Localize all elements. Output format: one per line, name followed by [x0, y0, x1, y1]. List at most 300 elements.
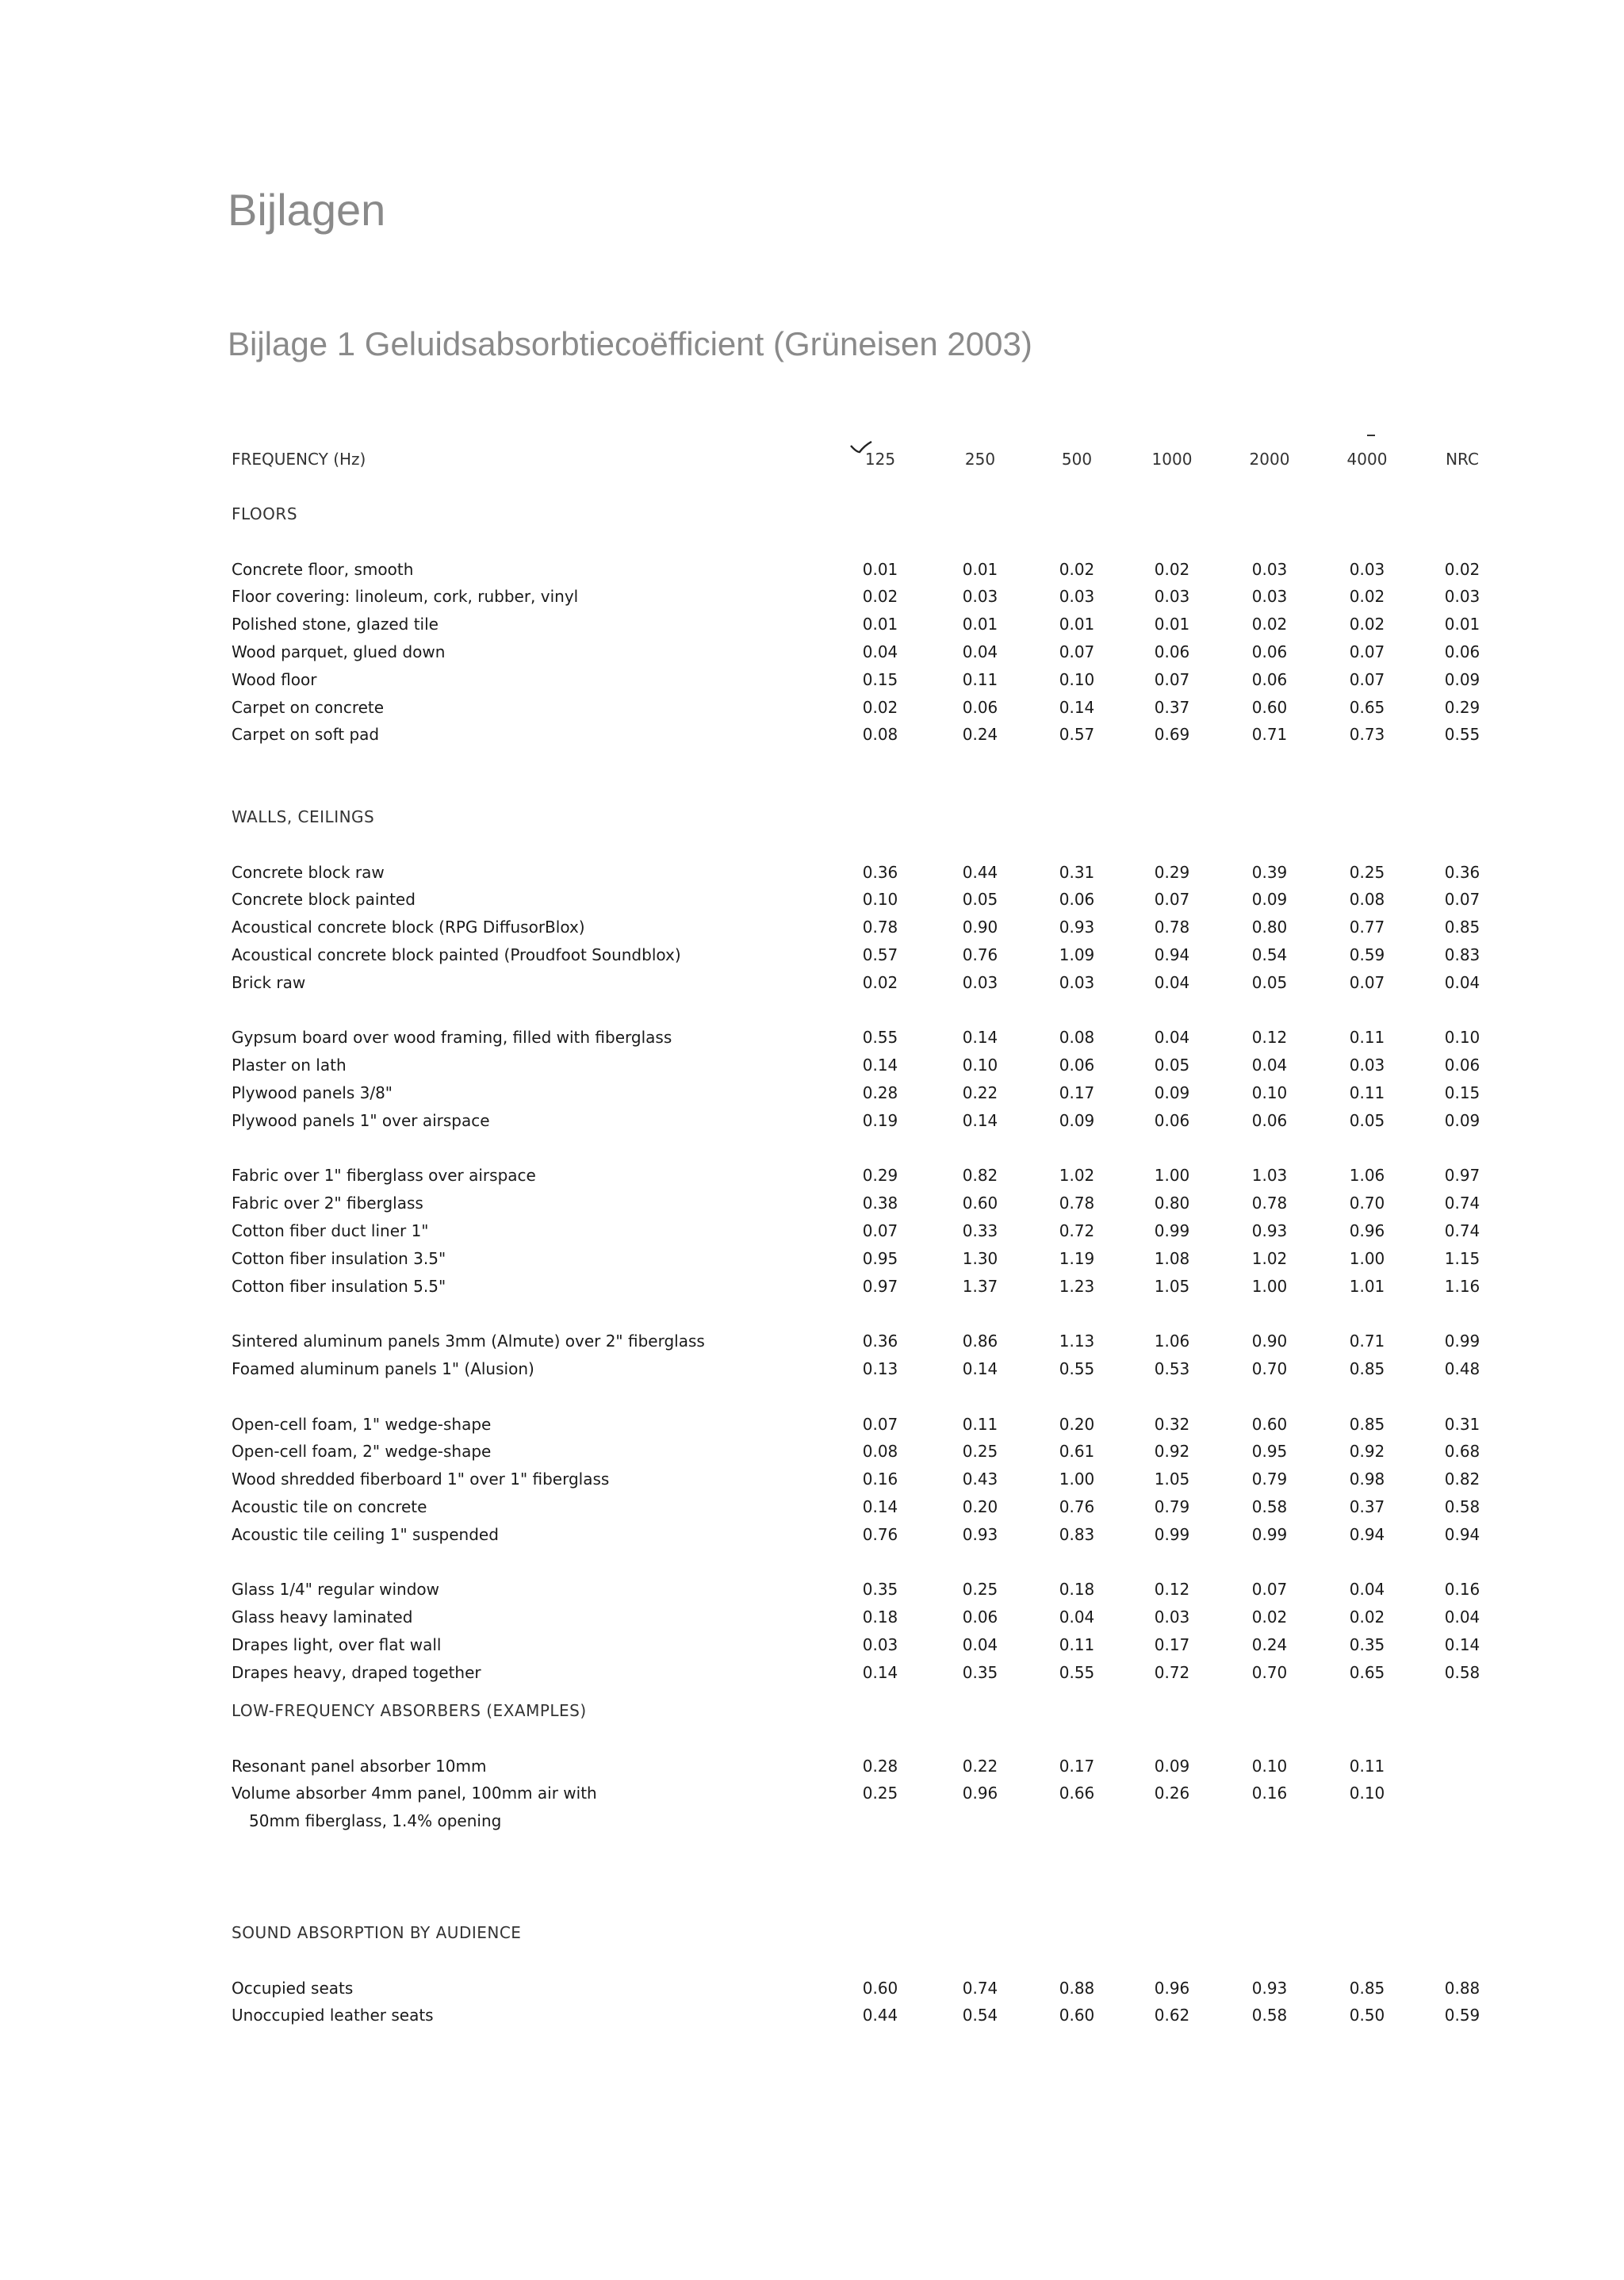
coefficient-nrc: 0.04: [1444, 1607, 1480, 1627]
coefficient-nrc: 0.83: [1444, 945, 1480, 964]
table-row: [0, 721, 1624, 748]
coefficient-2000: 0.06: [1251, 1110, 1288, 1130]
material-name: Cotton fiber insulation 5.5": [232, 1276, 446, 1296]
coefficient-250: 0.44: [962, 862, 998, 882]
coefficient-4000: 0.04: [1349, 1580, 1385, 1600]
coefficient-500: 0.55: [1059, 1359, 1095, 1378]
coefficient-500: 0.93: [1059, 918, 1095, 937]
coefficient-nrc: 1.15: [1444, 1248, 1480, 1268]
coefficient-500: 1.13: [1059, 1332, 1095, 1351]
table-row: [0, 694, 1624, 721]
coefficient-nrc: 0.36: [1444, 862, 1480, 882]
column-header-125: 125: [864, 450, 896, 469]
coefficient-2000: 0.05: [1251, 972, 1288, 992]
coefficient-125: 0.02: [862, 587, 898, 607]
coefficient-125: 0.07: [862, 1221, 898, 1240]
coefficient-nrc: 0.74: [1444, 1221, 1480, 1240]
coefficient-250: 0.25: [962, 1442, 998, 1462]
coefficient-500: 0.20: [1059, 1414, 1095, 1434]
coefficient-1000: 0.37: [1154, 697, 1190, 717]
coefficient-1000: 0.62: [1154, 2006, 1190, 2025]
coefficient-4000: 0.70: [1349, 1194, 1385, 1213]
coefficient-500: 0.03: [1059, 587, 1095, 607]
coefficient-500: 0.17: [1059, 1083, 1095, 1102]
table-row: [0, 1521, 1624, 1548]
coefficient-125: 0.60: [862, 1978, 898, 1998]
column-header-nrc: NRC: [1446, 450, 1479, 469]
coefficient-4000: 0.07: [1349, 642, 1385, 661]
coefficient-nrc: 0.07: [1444, 890, 1480, 910]
coefficient-2000: 1.03: [1251, 1166, 1288, 1186]
coefficient-500: 0.78: [1059, 1194, 1095, 1213]
coefficient-250: 0.11: [962, 669, 998, 689]
coefficient-4000: 0.08: [1349, 890, 1385, 910]
coefficient-1000: 0.99: [1154, 1524, 1190, 1544]
material-name: Gypsum board over wood framing, filled with fiberglass: [232, 1028, 672, 1048]
table-row: [0, 1659, 1624, 1686]
table-row: [0, 1975, 1624, 2002]
coefficient-nrc: 0.58: [1444, 1662, 1480, 1682]
section-heading: [0, 1919, 1624, 1946]
coefficient-500: 0.14: [1059, 697, 1095, 717]
coefficient-nrc: 0.85: [1444, 918, 1480, 937]
coefficient-125: 0.97: [862, 1276, 898, 1296]
coefficient-500: 0.11: [1059, 1635, 1095, 1654]
table-row: [0, 1190, 1624, 1217]
table-row-continuation: [0, 1807, 1624, 1834]
coefficient-125: 0.78: [862, 918, 898, 937]
coefficient-1000: 0.29: [1154, 862, 1190, 882]
coefficient-4000: 0.35: [1349, 1635, 1385, 1654]
coefficient-1000: 0.09: [1154, 1083, 1190, 1102]
coefficient-500: 1.23: [1059, 1276, 1095, 1296]
material-name: Foamed aluminum panels 1" (Alusion): [232, 1359, 534, 1378]
coefficient-4000: 0.85: [1349, 1978, 1385, 1998]
coefficient-125: 0.01: [862, 615, 898, 634]
coefficient-2000: 0.90: [1251, 1332, 1288, 1351]
coefficient-500: 0.17: [1059, 1756, 1095, 1776]
coefficient-nrc: 0.82: [1444, 1470, 1480, 1489]
coefficient-125: 0.55: [862, 1028, 898, 1048]
coefficient-2000: 0.24: [1251, 1635, 1288, 1654]
coefficient-250: 0.14: [962, 1359, 998, 1378]
coefficient-250: 0.05: [962, 890, 998, 910]
table-row: [0, 941, 1624, 968]
coefficient-125: 0.08: [862, 725, 898, 745]
material-name: Cotton fiber duct liner 1": [232, 1221, 429, 1240]
table-row: [0, 1355, 1624, 1382]
table-row: [0, 1411, 1624, 1438]
material-name: Glass 1/4" regular window: [232, 1580, 439, 1600]
coefficient-125: 0.25: [862, 1784, 898, 1803]
coefficient-500: 0.55: [1059, 1662, 1095, 1682]
coefficient-1000: 0.06: [1154, 642, 1190, 661]
coefficient-nrc: 0.68: [1444, 1442, 1480, 1462]
coefficient-1000: 0.03: [1154, 587, 1190, 607]
coefficient-250: 0.33: [962, 1221, 998, 1240]
column-header-2000: 2000: [1249, 450, 1290, 469]
coefficient-4000: 0.59: [1349, 945, 1385, 964]
material-name: Floor covering: linoleum, cork, rubber, vinyl: [232, 587, 579, 607]
coefficient-250: 0.11: [962, 1414, 998, 1434]
coefficient-4000: 0.02: [1349, 615, 1385, 634]
coefficient-1000: 0.07: [1154, 669, 1190, 689]
coefficient-250: 0.35: [962, 1662, 998, 1682]
coefficient-500: 0.60: [1059, 2006, 1095, 2025]
coefficient-1000: 0.04: [1154, 1028, 1190, 1048]
coefficient-250: 0.03: [962, 972, 998, 992]
coefficient-125: 0.38: [862, 1194, 898, 1213]
material-name: Acoustical concrete block (RPG DiffusorBlox): [232, 918, 585, 937]
coefficient-4000: 0.11: [1349, 1028, 1385, 1048]
coefficient-nrc: 0.02: [1444, 559, 1480, 579]
coefficient-2000: 0.70: [1251, 1359, 1288, 1378]
coefficient-1000: 0.79: [1154, 1497, 1190, 1516]
coefficient-125: 0.14: [862, 1497, 898, 1516]
coefficient-125: 0.29: [862, 1166, 898, 1186]
coefficient-500: 0.18: [1059, 1580, 1095, 1600]
coefficient-500: 0.03: [1059, 972, 1095, 992]
material-name: Polished stone, glazed tile: [232, 615, 439, 634]
coefficient-2000: 0.60: [1251, 697, 1288, 717]
coefficient-4000: 0.73: [1349, 725, 1385, 745]
material-name: Plywood panels 1" over airspace: [232, 1110, 490, 1130]
coefficient-125: 0.76: [862, 1524, 898, 1544]
coefficient-2000: 1.00: [1251, 1276, 1288, 1296]
coefficient-125: 0.36: [862, 1332, 898, 1351]
coefficient-4000: 0.50: [1349, 2006, 1385, 2025]
coefficient-250: 0.93: [962, 1524, 998, 1544]
coefficient-500: 1.00: [1059, 1470, 1095, 1489]
coefficient-1000: 0.92: [1154, 1442, 1190, 1462]
coefficient-1000: 0.53: [1154, 1359, 1190, 1378]
coefficient-2000: 0.80: [1251, 918, 1288, 937]
material-name: Resonant panel absorber 10mm: [232, 1756, 487, 1776]
coefficient-250: 1.37: [962, 1276, 998, 1296]
table-row: [0, 638, 1624, 665]
coefficient-2000: 0.07: [1251, 1580, 1288, 1600]
section-title: FLOORS: [232, 504, 298, 523]
coefficient-2000: 0.02: [1251, 615, 1288, 634]
material-name: Brick raw: [232, 972, 306, 992]
coefficient-250: 0.22: [962, 1756, 998, 1776]
coefficient-4000: 0.85: [1349, 1359, 1385, 1378]
material-name: Acoustical concrete block painted (Proudfoot Soundblox): [232, 945, 681, 964]
coefficient-250: 0.90: [962, 918, 998, 937]
coefficient-nrc: 0.88: [1444, 1978, 1480, 1998]
coefficient-2000: 0.95: [1251, 1442, 1288, 1462]
coefficient-nrc: 0.06: [1444, 642, 1480, 661]
coefficient-500: 0.06: [1059, 1056, 1095, 1075]
coefficient-125: 0.07: [862, 1414, 898, 1434]
coefficient-125: 0.08: [862, 1442, 898, 1462]
coefficient-4000: 0.10: [1349, 1784, 1385, 1803]
material-name: Concrete block raw: [232, 862, 385, 882]
coefficient-2000: 0.93: [1251, 1221, 1288, 1240]
table-row: [0, 1162, 1624, 1189]
coefficient-125: 0.13: [862, 1359, 898, 1378]
coefficient-500: 0.31: [1059, 862, 1095, 882]
coefficient-nrc: 0.58: [1444, 1497, 1480, 1516]
coefficient-nrc: 0.15: [1444, 1083, 1480, 1102]
coefficient-500: 1.19: [1059, 1248, 1095, 1268]
coefficient-4000: 0.05: [1349, 1110, 1385, 1130]
table-row: [0, 1273, 1624, 1300]
coefficient-500: 0.72: [1059, 1221, 1095, 1240]
coefficient-125: 0.04: [862, 642, 898, 661]
coefficient-125: 0.02: [862, 697, 898, 717]
page-heading: Bijlagen: [228, 185, 386, 235]
column-header-1000: 1000: [1151, 450, 1193, 469]
coefficient-2000: 0.78: [1251, 1194, 1288, 1213]
table-row: [0, 1107, 1624, 1134]
coefficient-nrc: 0.04: [1444, 972, 1480, 992]
coefficient-500: 0.76: [1059, 1497, 1095, 1516]
coefficient-500: 0.88: [1059, 1978, 1095, 1998]
coefficient-4000: 0.71: [1349, 1332, 1385, 1351]
coefficient-250: 0.01: [962, 559, 998, 579]
material-name: Wood shredded fiberboard 1" over 1" fiberglass: [232, 1470, 610, 1489]
coefficient-2000: 0.71: [1251, 725, 1288, 745]
coefficient-250: 0.14: [962, 1028, 998, 1048]
table-row: [0, 1631, 1624, 1658]
section-title: SOUND ABSORPTION BY AUDIENCE: [232, 1923, 522, 1942]
coefficient-500: 1.02: [1059, 1166, 1095, 1186]
frequency-header: FREQUENCY (Hz): [232, 450, 366, 469]
coefficient-125: 0.01: [862, 559, 898, 579]
coefficient-250: 0.54: [962, 2006, 998, 2025]
material-name: Acoustic tile ceiling 1" suspended: [232, 1524, 499, 1544]
coefficient-500: 1.09: [1059, 945, 1095, 964]
coefficient-250: 0.04: [962, 1635, 998, 1654]
material-name: Drapes heavy, draped together: [232, 1662, 481, 1682]
coefficient-2000: 0.10: [1251, 1756, 1288, 1776]
material-name: Glass heavy laminated: [232, 1607, 413, 1627]
coefficient-2000: 0.03: [1251, 559, 1288, 579]
section-title: LOW-FREQUENCY ABSORBERS (EXAMPLES): [232, 1701, 587, 1720]
table-row: [0, 914, 1624, 941]
coefficient-2000: 0.60: [1251, 1414, 1288, 1434]
coefficient-nrc: 0.99: [1444, 1332, 1480, 1351]
material-name: Sintered aluminum panels 3mm (Almute) over 2" fiberglass: [232, 1332, 705, 1351]
coefficient-500: 0.01: [1059, 615, 1095, 634]
table-row: [0, 1493, 1624, 1520]
table-row: [0, 859, 1624, 886]
coefficient-500: 0.57: [1059, 725, 1095, 745]
table-row: [0, 1466, 1624, 1493]
coefficient-125: 0.03: [862, 1635, 898, 1654]
coefficient-2000: 0.54: [1251, 945, 1288, 964]
coefficient-nrc: 1.16: [1444, 1276, 1480, 1296]
material-name: Carpet on soft pad: [232, 725, 380, 745]
coefficient-250: 0.14: [962, 1110, 998, 1130]
coefficient-500: 0.02: [1059, 559, 1095, 579]
coefficient-250: 0.76: [962, 945, 998, 964]
coefficient-250: 0.24: [962, 725, 998, 745]
coefficient-500: 0.61: [1059, 1442, 1095, 1462]
material-name: Plaster on lath: [232, 1056, 347, 1075]
coefficient-250: 0.22: [962, 1083, 998, 1102]
material-name: Fabric over 2" fiberglass: [232, 1194, 423, 1213]
coefficient-250: 0.60: [962, 1194, 998, 1213]
material-name: Drapes light, over flat wall: [232, 1635, 442, 1654]
coefficient-250: 0.03: [962, 587, 998, 607]
coefficient-125: 0.02: [862, 972, 898, 992]
coefficient-nrc: 0.16: [1444, 1580, 1480, 1600]
coefficient-250: 0.74: [962, 1978, 998, 1998]
coefficient-1000: 1.05: [1154, 1276, 1190, 1296]
coefficient-250: 0.86: [962, 1332, 998, 1351]
coefficient-125: 0.19: [862, 1110, 898, 1130]
coefficient-1000: 0.32: [1154, 1414, 1190, 1434]
coefficient-1000: 1.05: [1154, 1470, 1190, 1489]
coefficient-1000: 0.26: [1154, 1784, 1190, 1803]
column-header-500: 500: [1061, 450, 1093, 469]
table-row: [0, 1576, 1624, 1603]
coefficient-1000: 0.69: [1154, 725, 1190, 745]
material-name: Volume absorber 4mm panel, 100mm air with: [232, 1784, 597, 1803]
table-row: [0, 666, 1624, 693]
coefficient-1000: 0.06: [1154, 1110, 1190, 1130]
coefficient-125: 0.10: [862, 890, 898, 910]
material-name: Open-cell foam, 2" wedge-shape: [232, 1442, 492, 1462]
coefficient-2000: 0.16: [1251, 1784, 1288, 1803]
coefficient-4000: 0.94: [1349, 1524, 1385, 1544]
coefficient-250: 0.06: [962, 1607, 998, 1627]
coefficient-nrc: 0.74: [1444, 1194, 1480, 1213]
coefficient-4000: 0.37: [1349, 1497, 1385, 1516]
coefficient-125: 0.28: [862, 1756, 898, 1776]
coefficient-500: 0.83: [1059, 1524, 1095, 1544]
coefficient-4000: 0.02: [1349, 1607, 1385, 1627]
coefficient-125: 0.14: [862, 1056, 898, 1075]
coefficient-125: 0.36: [862, 862, 898, 882]
coefficient-1000: 0.17: [1154, 1635, 1190, 1654]
coefficient-2000: 0.03: [1251, 587, 1288, 607]
material-name: Concrete floor, smooth: [232, 559, 414, 579]
table-header-row: [0, 446, 1624, 473]
table-row: [0, 1217, 1624, 1244]
coefficient-2000: 0.70: [1251, 1662, 1288, 1682]
coefficient-4000: 0.07: [1349, 972, 1385, 992]
coefficient-125: 0.57: [862, 945, 898, 964]
coefficient-125: 0.18: [862, 1607, 898, 1627]
coefficient-125: 0.14: [862, 1662, 898, 1682]
table-row: [0, 1245, 1624, 1272]
section-title: WALLS, CEILINGS: [232, 807, 375, 826]
coefficient-125: 0.44: [862, 2006, 898, 2025]
coefficient-4000: 0.85: [1349, 1414, 1385, 1434]
coefficient-1000: 0.94: [1154, 945, 1190, 964]
coefficient-4000: 0.65: [1349, 1662, 1385, 1682]
table-row: [0, 1753, 1624, 1780]
coefficient-nrc: 0.06: [1444, 1056, 1480, 1075]
coefficient-nrc: 0.14: [1444, 1635, 1480, 1654]
coefficient-nrc: 0.01: [1444, 615, 1480, 634]
coefficient-nrc: 0.48: [1444, 1359, 1480, 1378]
coefficient-2000: 0.58: [1251, 1497, 1288, 1516]
material-name: Wood floor: [232, 669, 317, 689]
material-name: Acoustic tile on concrete: [232, 1497, 427, 1516]
coefficient-nrc: 0.09: [1444, 669, 1480, 689]
coefficient-4000: 1.01: [1349, 1276, 1385, 1296]
coefficient-1000: 1.00: [1154, 1166, 1190, 1186]
coefficient-250: 0.01: [962, 615, 998, 634]
coefficient-2000: 0.10: [1251, 1083, 1288, 1102]
column-header-4000: 4000: [1346, 450, 1388, 469]
coefficient-250: 0.10: [962, 1056, 998, 1075]
coefficient-2000: 0.58: [1251, 2006, 1288, 2025]
coefficient-250: 0.25: [962, 1580, 998, 1600]
section-heading: [0, 500, 1624, 527]
coefficient-4000: 0.98: [1349, 1470, 1385, 1489]
material-name: Occupied seats: [232, 1978, 354, 1998]
coefficient-500: 0.06: [1059, 890, 1095, 910]
table-row: [0, 611, 1624, 638]
coefficient-4000: 0.96: [1349, 1221, 1385, 1240]
table-row: [0, 886, 1624, 913]
coefficient-250: 1.30: [962, 1248, 998, 1268]
table-row: [0, 1052, 1624, 1079]
table-row: [0, 1438, 1624, 1465]
table-row: [0, 1780, 1624, 1807]
coefficient-1000: 0.01: [1154, 615, 1190, 634]
coefficient-250: 0.06: [962, 697, 998, 717]
coefficient-2000: 0.99: [1251, 1524, 1288, 1544]
table-row: [0, 1604, 1624, 1630]
coefficient-2000: 0.06: [1251, 642, 1288, 661]
coefficient-1000: 0.72: [1154, 1662, 1190, 1682]
coefficient-125: 0.15: [862, 669, 898, 689]
material-name: Concrete block painted: [232, 890, 416, 910]
table-row: [0, 969, 1624, 996]
coefficient-4000: 0.07: [1349, 669, 1385, 689]
coefficient-2000: 0.39: [1251, 862, 1288, 882]
material-name: Unoccupied leather seats: [232, 2006, 434, 2025]
coefficient-250: 0.04: [962, 642, 998, 661]
coefficient-2000: 0.79: [1251, 1470, 1288, 1489]
material-name: Carpet on concrete: [232, 697, 385, 717]
coefficient-2000: 0.09: [1251, 890, 1288, 910]
coefficient-nrc: 0.09: [1444, 1110, 1480, 1130]
coefficient-125: 0.28: [862, 1083, 898, 1102]
coefficient-1000: 0.78: [1154, 918, 1190, 937]
material-name: Fabric over 1" fiberglass over airspace: [232, 1166, 536, 1186]
coefficient-2000: 0.04: [1251, 1056, 1288, 1075]
coefficient-2000: 0.12: [1251, 1028, 1288, 1048]
section-heading: [0, 803, 1624, 830]
coefficient-1000: 0.80: [1154, 1194, 1190, 1213]
coefficient-2000: 0.02: [1251, 1607, 1288, 1627]
coefficient-250: 0.43: [962, 1470, 998, 1489]
coefficient-250: 0.82: [962, 1166, 998, 1186]
coefficient-125: 0.35: [862, 1580, 898, 1600]
coefficient-1000: 0.12: [1154, 1580, 1190, 1600]
coefficient-nrc: 0.10: [1444, 1028, 1480, 1048]
coefficient-4000: 0.92: [1349, 1442, 1385, 1462]
coefficient-4000: 1.00: [1349, 1248, 1385, 1268]
coefficient-250: 0.20: [962, 1497, 998, 1516]
coefficient-nrc: 0.97: [1444, 1166, 1480, 1186]
coefficient-4000: 1.06: [1349, 1166, 1385, 1186]
coefficient-500: 0.10: [1059, 669, 1095, 689]
coefficient-500: 0.09: [1059, 1110, 1095, 1130]
coefficient-4000: 0.77: [1349, 918, 1385, 937]
coefficient-1000: 1.08: [1154, 1248, 1190, 1268]
coefficient-1000: 0.07: [1154, 890, 1190, 910]
coefficient-2000: 1.02: [1251, 1248, 1288, 1268]
coefficient-1000: 1.06: [1154, 1332, 1190, 1351]
